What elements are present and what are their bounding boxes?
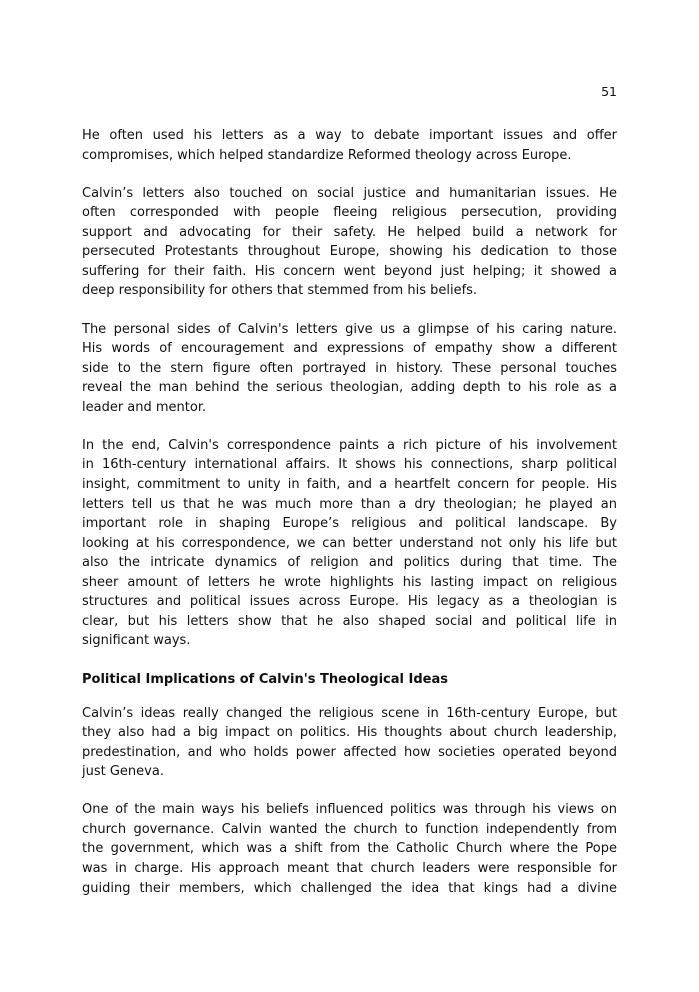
text-line: often corresponded with people fleeing religious persecution, providing xyxy=(82,205,617,221)
text-line: One of the main ways his beliefs influenced politics was through his views on xyxy=(82,802,617,818)
page-body xyxy=(82,126,617,917)
paragraph xyxy=(82,184,617,301)
text-line: compromises, which helped standardize Reformed theology across Europe. xyxy=(82,147,572,163)
text-line: His words of encouragement and expressions of empathy show a different xyxy=(82,341,617,357)
text-line: side to the stern figure often portrayed in history. These personal touches xyxy=(82,360,617,376)
text-line: important role in shaping Europe’s religious and political landscape. By xyxy=(82,516,617,532)
text-line: suffering for their faith. His concern went beyond just helping; it showed a xyxy=(82,263,617,279)
section-heading: Political Implications of Calvin's Theological Ideas xyxy=(82,671,448,687)
text-line: sheer amount of letters he wrote highlights his lasting impact on religious xyxy=(82,574,617,590)
text-line: Calvin’s ideas really changed the religious scene in 16th-century Europe, but xyxy=(82,705,617,721)
page-number: 51 xyxy=(601,84,617,99)
text-line: in 16th-century international affairs. It shows his connections, sharp political xyxy=(82,457,617,473)
text-line: predestination, and who holds power affected how societies operated beyond xyxy=(82,744,617,760)
paragraph xyxy=(82,704,617,782)
paragraph xyxy=(82,800,617,898)
text-line: significant ways. xyxy=(82,633,191,649)
text-line: just Geneva. xyxy=(82,764,164,780)
text-line: church governance. Calvin wanted the church to function independently from xyxy=(82,821,617,837)
text-line: persecuted Protestants throughout Europe, showing his dedication to those xyxy=(82,244,617,260)
paragraph xyxy=(82,436,617,651)
paragraph xyxy=(82,126,617,165)
text-line: He often used his letters as a way to debate important issues and offer xyxy=(82,128,617,143)
text-line: guiding their members, which challenged the idea that kings had a divine xyxy=(82,880,617,896)
paragraph xyxy=(82,320,617,418)
text-line: reveal the man behind the serious theologian, adding depth to his role as a xyxy=(82,380,617,396)
text-line: The personal sides of Calvin's letters give us a glimpse of his caring nature. xyxy=(82,321,617,337)
text-line: support and advocating for their safety. He helped build a network for xyxy=(82,224,617,240)
text-line: deep responsibility for others that stemmed from his beliefs. xyxy=(82,283,478,299)
text-line: the government, which was a shift from the Catholic Church where the Pope xyxy=(82,841,617,857)
text-line: structures and political issues across Europe. His legacy as a theologian is xyxy=(82,594,617,610)
text-line: clear, but his letters show that he also shaped social and political life in xyxy=(82,613,617,629)
text-line: Calvin’s letters also touched on social justice and humanitarian issues. He xyxy=(82,185,617,201)
text-line: looking at his correspondence, we can better understand not only his life but xyxy=(82,535,617,551)
text-line: they also had a big impact on politics. His thoughts about church leadership, xyxy=(82,725,617,741)
text-line: letters tell us that he was much more than a dry theologian; he played an xyxy=(82,496,617,512)
text-line: was in charge. His approach meant that church leaders were responsible for xyxy=(82,860,617,876)
text-line: In the end, Calvin's correspondence paints a rich picture of his involvement xyxy=(82,437,617,453)
text-line: also the intricate dynamics of religion and politics during that time. The xyxy=(82,555,617,571)
text-line: leader and mentor. xyxy=(82,399,207,415)
text-line: insight, commitment to unity in faith, and a heartfelt concern for people. His xyxy=(82,476,617,492)
